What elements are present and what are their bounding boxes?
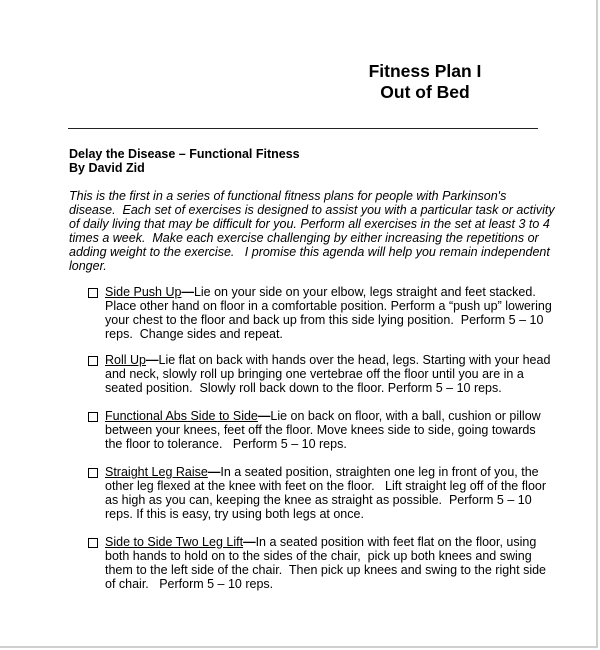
intro-paragraph <box>69 189 555 273</box>
exercise-name: Side to Side Two Leg Lift <box>105 535 244 549</box>
intro-line: adding weight to the exercise. I promise this agenda will help you remain independent <box>69 245 550 259</box>
em-dash: — <box>257 409 271 423</box>
intro-line: disease. Each set of exercises is designed to assist you with a particular task or activity <box>69 203 555 217</box>
exercise-text <box>105 353 551 395</box>
exercise-text <box>105 285 552 341</box>
exercise-line <box>105 535 545 549</box>
intro-line: of daily living that may be difficult for you. Perform all exercises in the set at least 3 to 4 <box>69 217 550 231</box>
em-dash: — <box>243 535 256 549</box>
exercise-line: reps. Change sides and repeat. <box>105 327 283 341</box>
exercise-description: Lie flat on back with hands over the head, legs. Starting with your head <box>158 353 551 367</box>
exercise-line <box>105 465 545 479</box>
document-title: Fitness Plan I <box>368 61 482 81</box>
exercise-description: Lie on your side on your elbow, legs straight and feet stacked. <box>193 285 536 299</box>
checkbox[interactable] <box>88 468 98 478</box>
exercise-line: them to the left side of the chair. Then pick up knees and swing to the right side <box>105 563 547 577</box>
em-dash: — <box>207 465 221 479</box>
document-subtitle: Out of Bed <box>380 82 470 102</box>
exercise-name: Functional Abs Side to Side <box>105 409 258 423</box>
section-heading: Delay the Disease – Functional Fitness <box>69 147 300 161</box>
exercise-line: between your knees, feet off the floor. Move knees side to side, going towards <box>105 423 536 437</box>
exercise-line: seated position. Slowly roll back down to the floor. Perform 5 – 10 reps. <box>105 381 502 395</box>
checkbox[interactable] <box>88 538 98 548</box>
exercise-line: reps. If this is easy, try using both legs at once. <box>105 507 364 521</box>
checkbox[interactable] <box>88 288 98 298</box>
exercise-line: both hands to hold on to the sides of the chair, pick up both knees and swing <box>105 549 532 563</box>
exercise-line: your chest to the floor and back up from this side lying position. Perform 5 – 10 <box>105 313 544 327</box>
exercise-line: Place other hand on floor in a comfortable position. Perform a “push up” lowering <box>105 299 552 313</box>
exercise-description: In a seated position, straighten one leg in front of you, the <box>220 465 539 479</box>
exercise-name: Side Push Up <box>105 285 182 299</box>
exercise-name: Roll Up <box>105 353 146 367</box>
intro-line: times a week. Make each exercise challenging by either increasing the repetitions or <box>69 231 539 245</box>
exercise-name: Straight Leg Raise <box>105 465 208 479</box>
exercise-line <box>105 409 545 423</box>
exercise-text <box>105 465 545 521</box>
exercise-line: the floor to tolerance. Perform 5 – 10 reps. <box>105 437 347 451</box>
exercise-line: as high as you can, keeping the knee as straight as possible. Perform 5 – 10 <box>105 493 532 507</box>
intro-line: This is the first in a series of functional fitness plans for people with Parkinson's <box>69 189 507 203</box>
intro-line: longer. <box>69 259 107 273</box>
exercise-text <box>105 535 545 591</box>
byline: By David Zid <box>69 161 145 175</box>
exercise-line <box>105 353 551 367</box>
checkbox[interactable] <box>88 412 98 422</box>
em-dash: — <box>181 285 194 299</box>
exercise-description: In a seated position with feet flat on the floor, using <box>255 535 537 549</box>
horizontal-rule <box>68 128 538 129</box>
exercise-text <box>105 409 545 451</box>
em-dash: — <box>146 353 159 367</box>
exercise-description: Lie on back on floor, with a ball, cushion or pillow <box>270 409 541 423</box>
exercise-line <box>105 285 545 299</box>
exercise-line: other leg flexed at the knee with feet on the floor. Lift straight leg off of the floor <box>105 479 547 493</box>
checkbox[interactable] <box>88 356 98 366</box>
exercise-line: of chair. Perform 5 – 10 reps. <box>105 577 274 591</box>
exercise-line: and neck, slowly roll up bringing one vertebrae off the floor until you are in a <box>105 367 524 381</box>
